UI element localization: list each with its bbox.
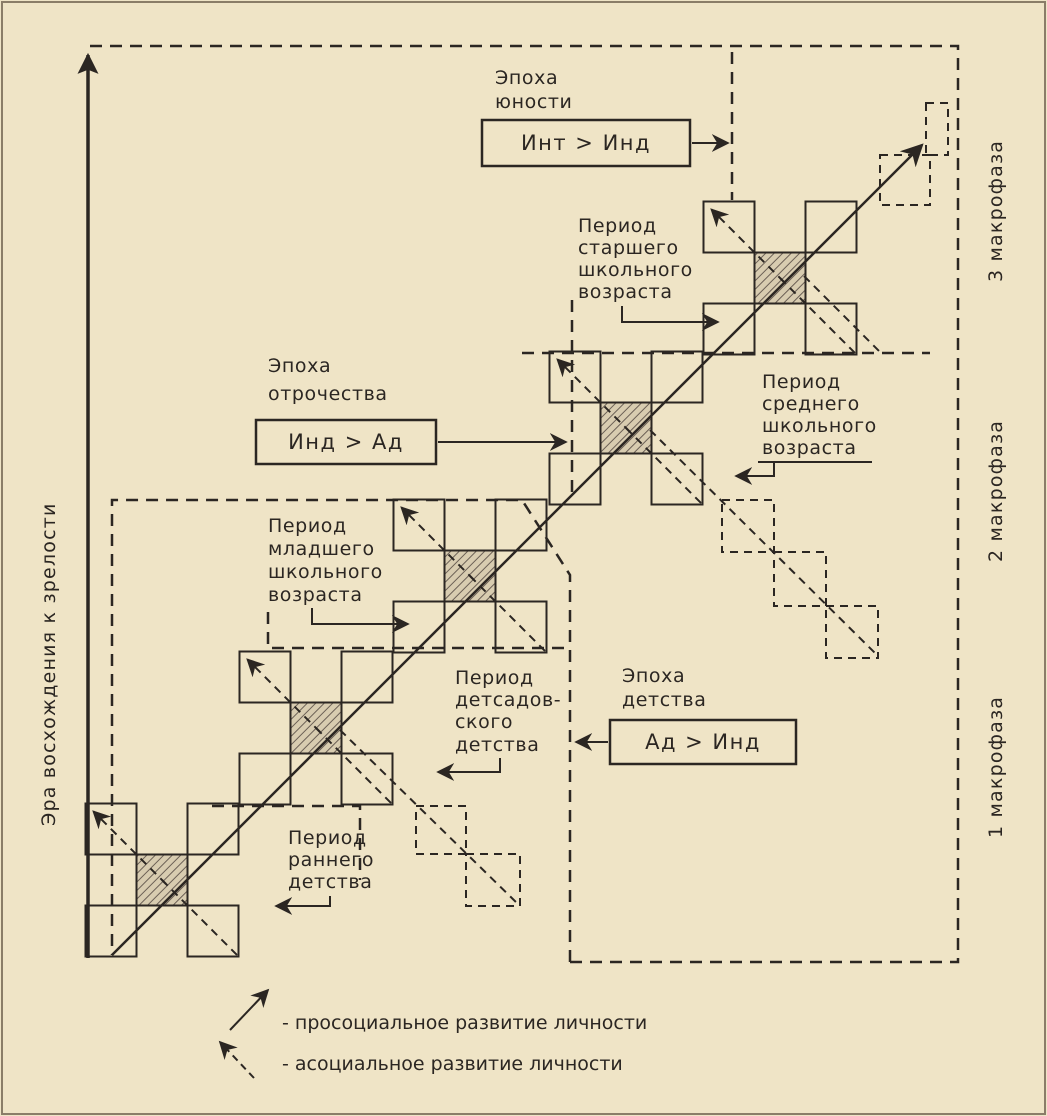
asocial-arrow bbox=[712, 210, 785, 283]
epoch-youth bbox=[482, 67, 728, 166]
period-label-line: раннего bbox=[288, 849, 375, 871]
period-crosses bbox=[86, 202, 857, 957]
period-square bbox=[86, 906, 137, 957]
period-early-arrow bbox=[276, 896, 330, 906]
epoch-adolescence-line2: отрочества bbox=[268, 383, 388, 405]
prosocial-diagonal bbox=[112, 145, 922, 955]
offshoot-box bbox=[826, 606, 878, 658]
epoch-youth-line1: Эпоха bbox=[495, 67, 559, 89]
adolescence-formula: Инд > Ад bbox=[288, 430, 404, 454]
offshoot-box bbox=[926, 103, 948, 155]
asocial-arrow bbox=[402, 508, 475, 581]
legend-prosocial-text: - просоциальное развитие личности bbox=[282, 1012, 648, 1034]
period-square bbox=[394, 602, 445, 653]
asocial-line bbox=[626, 428, 703, 505]
period-label-line: детства bbox=[455, 734, 540, 756]
period-label-line: Период bbox=[268, 515, 347, 537]
period-square bbox=[188, 804, 239, 855]
legend-asocial-text: - асоциальное развитие личности bbox=[282, 1053, 623, 1075]
period-square bbox=[652, 352, 703, 403]
asocial-line bbox=[470, 576, 547, 653]
page-frame bbox=[2, 2, 1045, 1114]
period-label-line: школьного bbox=[268, 561, 383, 583]
period-early-childhood bbox=[276, 827, 374, 906]
period-middle-arrow bbox=[736, 462, 774, 476]
period-label-line: ского bbox=[455, 711, 514, 733]
period-label-line: возраста bbox=[268, 584, 363, 606]
offshoot-box bbox=[722, 500, 774, 552]
epoch-childhood-line2: детства bbox=[622, 689, 707, 711]
period-label-line: Период bbox=[288, 827, 367, 849]
period-label-line: младшего bbox=[268, 538, 375, 560]
period-label-line: старшего bbox=[578, 237, 679, 259]
childhood-formula: Ад > Инд bbox=[645, 730, 761, 754]
period-middle-school bbox=[736, 371, 877, 476]
legend-prosocial-arrow bbox=[230, 990, 268, 1030]
period-label-line: детсадов- bbox=[455, 689, 562, 711]
period-label-line: Период bbox=[455, 667, 534, 689]
asocial-line bbox=[162, 880, 239, 957]
epoch-childhood-line1: Эпоха bbox=[622, 665, 686, 687]
period-label-line: Период bbox=[762, 371, 841, 393]
asocial-arrow bbox=[248, 660, 321, 733]
period-senior-school bbox=[578, 215, 718, 322]
asocial-line bbox=[650, 430, 878, 656]
epoch-childhood bbox=[576, 665, 796, 764]
period-label-line: школьного bbox=[762, 415, 877, 437]
youth-formula: Инт > Инд bbox=[520, 131, 652, 155]
period-label-line: Период bbox=[578, 215, 657, 237]
epoch-adolescence bbox=[256, 355, 566, 464]
macrophase-3-label: 3 макрофаза bbox=[985, 139, 1007, 282]
period-square bbox=[806, 202, 857, 253]
period-square bbox=[550, 454, 601, 505]
macrophase-2-label: 2 макрофаза bbox=[985, 419, 1007, 562]
period-preschool-arrow bbox=[438, 758, 500, 772]
period-square bbox=[342, 652, 393, 703]
period-square bbox=[240, 754, 291, 805]
asocial-arrow bbox=[94, 812, 167, 885]
legend bbox=[220, 990, 647, 1078]
epoch-adolescence-line1: Эпоха bbox=[268, 355, 332, 377]
y-axis-label: Эра восхождения к зрелости bbox=[38, 502, 60, 826]
legend-asocial-arrow bbox=[220, 1042, 254, 1078]
asocial-arrow bbox=[558, 360, 631, 433]
period-label-line: возраста bbox=[578, 281, 673, 303]
period-junior-school bbox=[268, 515, 408, 624]
period-label-line: среднего bbox=[762, 393, 860, 415]
epoch-youth-line2: юности bbox=[495, 91, 573, 113]
period-label-line: возраста bbox=[762, 437, 857, 459]
period-label-line: детства bbox=[288, 871, 373, 893]
period-preschool bbox=[438, 667, 561, 772]
macrophase-frames bbox=[90, 46, 958, 962]
macrophase-1-label: 1 макрофаза bbox=[985, 695, 1007, 838]
period-label-line: школьного bbox=[578, 259, 693, 281]
period-square bbox=[704, 304, 755, 355]
